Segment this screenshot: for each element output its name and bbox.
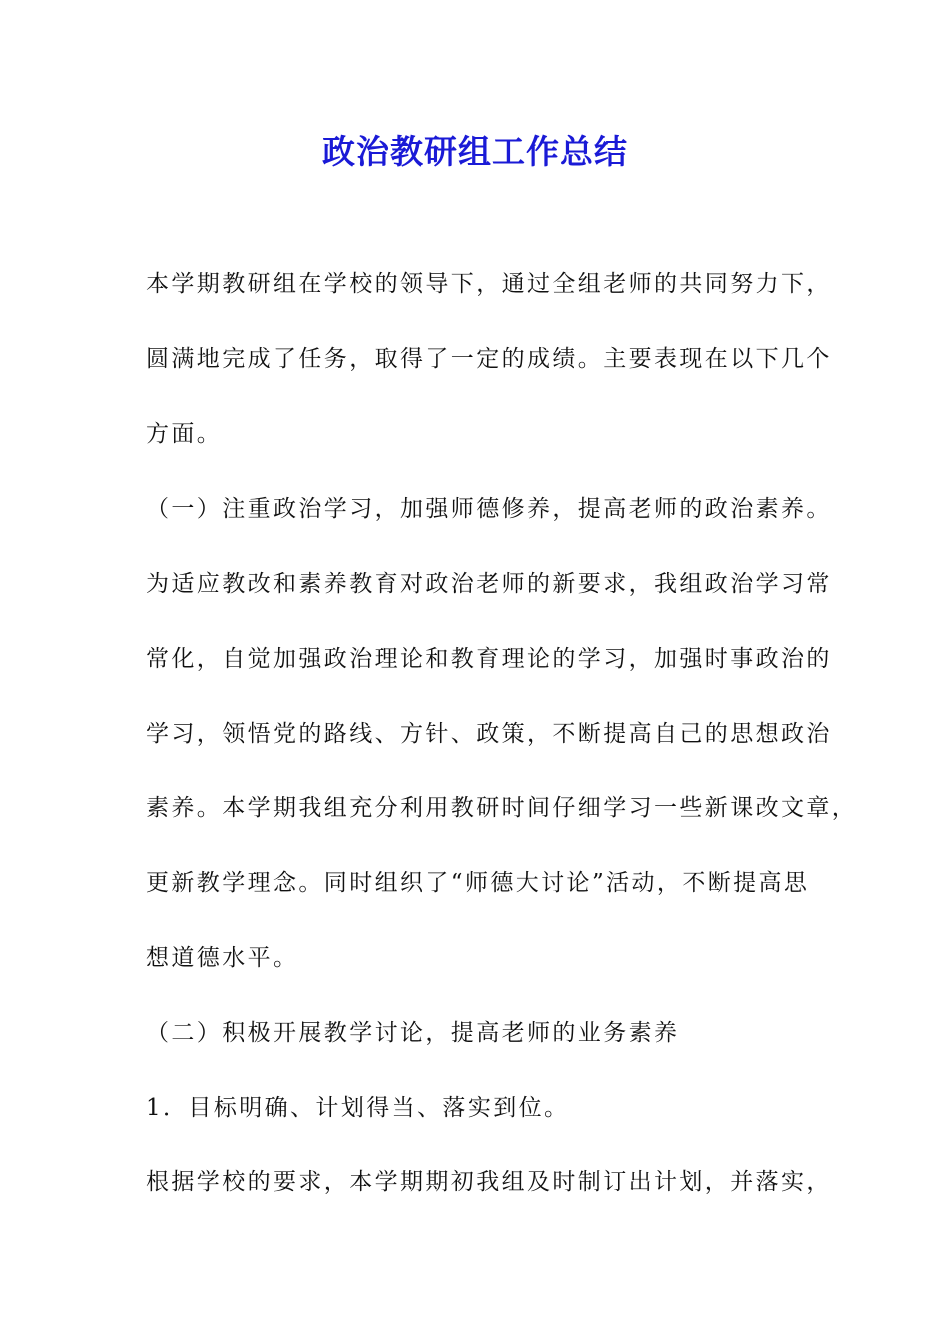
section-heading-1: （一）注重政治学习，加强师德修养，提高老师的政治素养。	[146, 496, 832, 522]
sub-heading-1: 1．目标明确、计划得当、落实到位。	[146, 1095, 570, 1121]
body-line-1: 本学期教研组在学校的领导下，通过全组老师的共同努力下，	[146, 271, 832, 297]
document-title: 政治教研组工作总结	[322, 132, 628, 171]
body-line-9: 更新教学理念。同时组织了“师德大讨论”活动，不断提高思	[146, 870, 810, 896]
body-line-5: 为适应教改和素养教育对政治老师的新要求，我组政治学习常	[146, 571, 832, 597]
body-line-3: 方面。	[146, 421, 223, 447]
body-line-2: 圆满地完成了任务，取得了一定的成绩。主要表现在以下几个	[146, 346, 832, 372]
body-line-13: 根据学校的要求，本学期期初我组及时制订出计划，并落实，	[146, 1169, 832, 1195]
body-line-8: 素养。本学期我组充分利用教研时间仔细学习一些新课改文章，	[146, 795, 858, 821]
body-line-10: 想道德水平。	[146, 945, 299, 971]
body-line-6: 常化，自觉加强政治理论和教育理论的学习，加强时事政治的	[146, 646, 832, 672]
body-line-7: 学习，领悟党的路线、方针、政策，不断提高自己的思想政治	[146, 721, 832, 747]
section-heading-2: （二）积极开展教学讨论，提高老师的业务素养	[146, 1020, 680, 1046]
